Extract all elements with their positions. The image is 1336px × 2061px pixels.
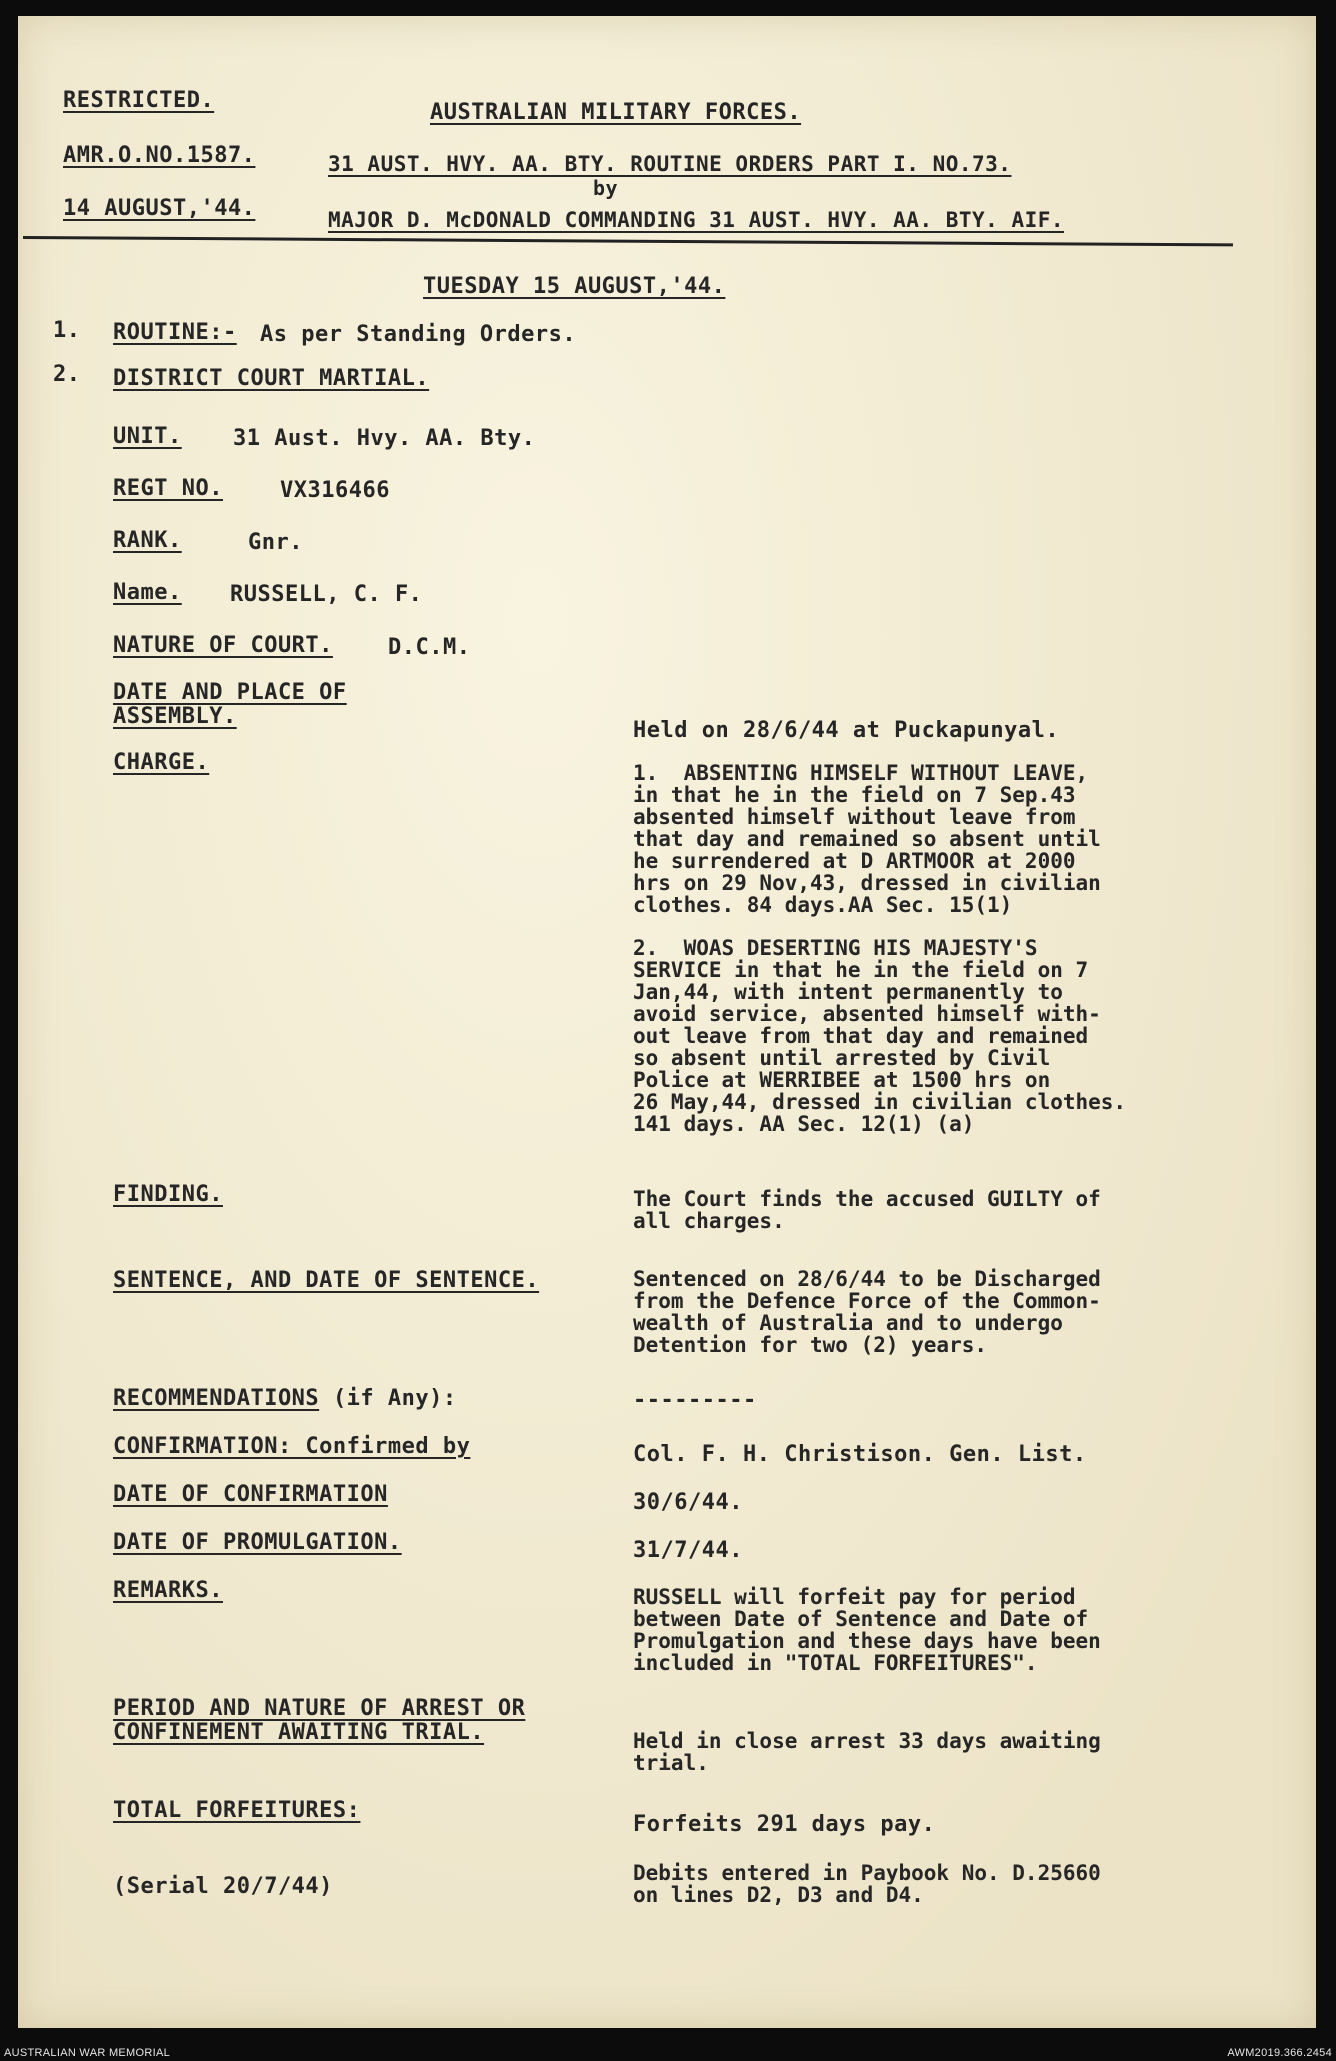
charge-label: CHARGE.: [113, 750, 210, 775]
remarks-label: REMARKS.: [113, 1578, 223, 1603]
regt-label: REGT NO.: [113, 476, 223, 501]
arrest-label-line2: CONFINEMENT AWAITING TRIAL.: [113, 1720, 485, 1745]
unit-value: 31 Aust. Hvy. AA. Bty.: [233, 426, 536, 451]
sentence-value: Sentenced on 28/6/44 to be Discharged from the Defence Force of the Common- wealth of Australia and to undergo Detention for two (2) years.: [633, 1267, 1101, 1357]
document-page: [18, 16, 1316, 2028]
recommendations-suffix: (if Any):: [332, 1386, 457, 1411]
assembly-value: Held on 28/6/44 at Puckapunyal.: [633, 718, 1060, 743]
date-promulgation-value: 31/7/44.: [633, 1538, 743, 1563]
finding-label: FINDING.: [113, 1182, 223, 1207]
recommendations-value: ---------: [633, 1388, 757, 1413]
orders-title: 31 AUST. HVY. AA. BTY. ROUTINE ORDERS PART I. NO.73.: [328, 152, 1012, 176]
footer-accession-number: AWM2019.366.2454: [1227, 2047, 1332, 2059]
header-date: 14 AUGUST,'44.: [63, 196, 256, 221]
confirmation-label: CONFIRMATION: Confirmed by: [113, 1434, 471, 1459]
item-1-number: 1.: [53, 318, 81, 343]
item-1-text: As per Standing Orders.: [260, 322, 577, 347]
remarks-value: RUSSELL will forfeit pay for period between Date of Sentence and Date of Promulgation and these days have been included in "TOTAL FORFEITURES".: [633, 1585, 1101, 1675]
forfeitures-value: Forfeits 291 days pay.: [633, 1812, 936, 1837]
name-label: Name.: [113, 580, 182, 605]
date-confirmation-value: 30/6/44.: [633, 1490, 743, 1515]
rank-value: Gnr.: [248, 530, 303, 555]
date-confirmation-label: DATE OF CONFIRMATION: [113, 1482, 388, 1507]
item-1-heading: ROUTINE:-: [113, 320, 237, 345]
recommendations-label: RECOMMENDATIONS: [113, 1386, 320, 1411]
order-date: TUESDAY 15 AUGUST,'44.: [423, 274, 726, 299]
charge-2-text: 2. WOAS DESERTING HIS MAJESTY'S SERVICE in that he in the field on 7 Jan,44, with intent permanently to avoid service, absented himself with- out leave from that day and remained so absent until arrested by Civil Police at WERRIBEE at 1500 hrs on 26 May,44, dressed in civilian clothes. 141 days. AA Sec. 12(1) (a): [633, 936, 1127, 1136]
sentence-label: SENTENCE, AND DATE OF SENTENCE.: [113, 1268, 540, 1293]
item-2-heading: DISTRICT COURT MARTIAL.: [113, 366, 430, 391]
assembly-label-line1: DATE AND PLACE OF: [113, 680, 347, 705]
assembly-label-line2: ASSEMBLY.: [113, 704, 237, 729]
item-2-number: 2.: [53, 362, 81, 387]
court-label: NATURE OF COURT.: [113, 633, 333, 658]
regt-value: VX316466: [280, 478, 390, 503]
restricted-label: RESTRICTED.: [63, 88, 215, 113]
commander-line: MAJOR D. McDONALD COMMANDING 31 AUST. HVY. AA. BTY. AIF.: [328, 208, 1065, 232]
date-promulgation-label: DATE OF PROMULGATION.: [113, 1530, 402, 1555]
forces-heading: AUSTRALIAN MILITARY FORCES.: [430, 100, 802, 125]
rank-label: RANK.: [113, 528, 182, 553]
arrest-value: Held in close arrest 33 days awaiting trial.: [633, 1729, 1101, 1775]
name-value: RUSSELL, C. F.: [230, 582, 423, 607]
footer-source: AUSTRALIAN WAR MEMORIAL: [4, 2047, 171, 2059]
finding-value: The Court finds the accused GUILTY of all charges.: [633, 1187, 1101, 1233]
serial-value: Debits entered in Paybook No. D.25660 on lines D2, D3 and D4.: [633, 1861, 1101, 1907]
by-label: by: [593, 176, 619, 200]
recommendations-row: [113, 1386, 457, 1411]
serial-label: (Serial 20/7/44): [113, 1874, 333, 1899]
order-ref-number: AMR.O.NO.1587.: [63, 143, 256, 168]
confirmation-value: Col. F. H. Christison. Gen. List.: [633, 1442, 1087, 1467]
header-rule: [23, 236, 1233, 246]
court-value: D.C.M.: [388, 635, 471, 660]
forfeitures-label: TOTAL FORFEITURES:: [113, 1798, 361, 1823]
unit-label: UNIT.: [113, 424, 182, 449]
arrest-label-line1: PERIOD AND NATURE OF ARREST OR: [113, 1696, 526, 1721]
charge-1-text: 1. ABSENTING HIMSELF WITHOUT LEAVE, in that he in the field on 7 Sep.43 absented himself without leave from that day and remained so absent until he surrendered at D ARTMOOR at 2000 hrs on 29 Nov,43, dressed in civilian clothes. 84 days.AA Sec. 15(1): [633, 761, 1101, 917]
